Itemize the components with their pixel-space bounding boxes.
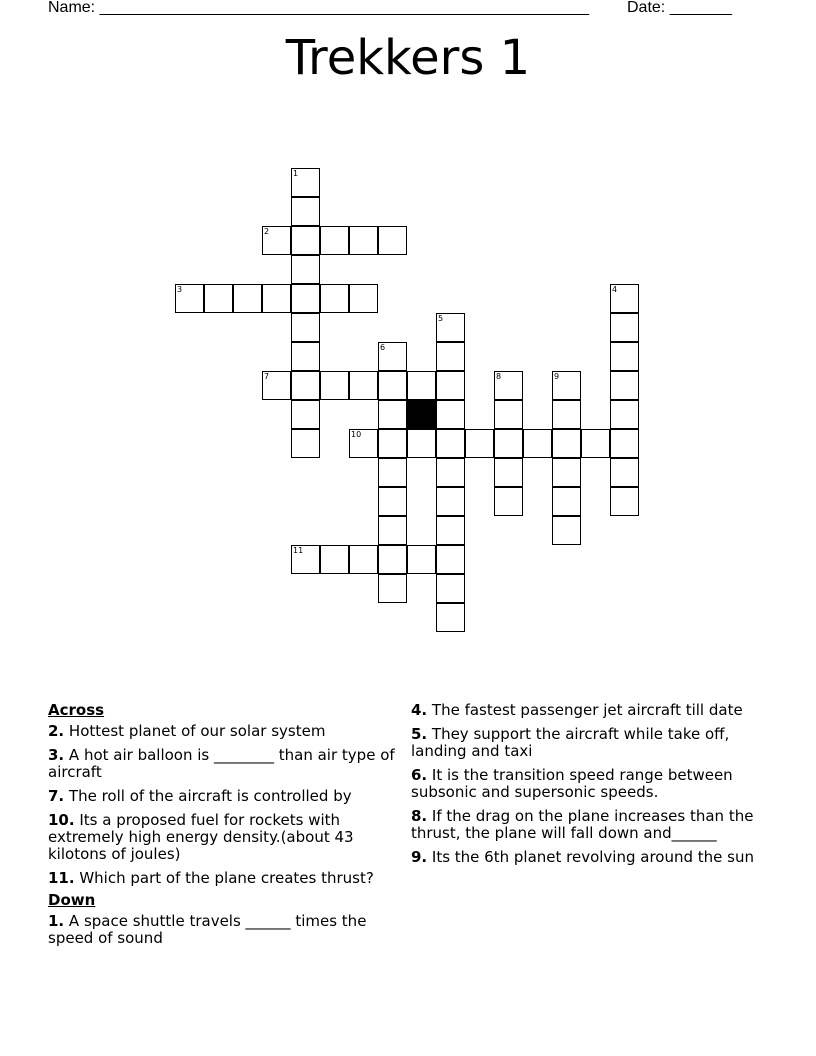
- grid-cell[interactable]: [349, 545, 378, 574]
- clue-number: 7: [264, 372, 270, 381]
- grid-cell[interactable]: [291, 545, 320, 574]
- grid-cell[interactable]: [175, 284, 204, 313]
- clue-number: 9: [554, 372, 560, 381]
- clue-item: [48, 812, 398, 863]
- grid-cell[interactable]: [436, 458, 465, 487]
- clue-number: 1: [293, 169, 299, 178]
- grid-cell[interactable]: [291, 313, 320, 342]
- grid-cell[interactable]: [378, 371, 407, 400]
- grid-cell[interactable]: [552, 458, 581, 487]
- grid-cell[interactable]: [407, 545, 436, 574]
- grid-cell[interactable]: [320, 226, 349, 255]
- page-title: Trekkers 1: [285, 30, 531, 86]
- grid-cell[interactable]: [552, 400, 581, 429]
- clue-item: [411, 767, 761, 801]
- grid-cell[interactable]: [291, 371, 320, 400]
- down-heading: Down: [48, 891, 96, 909]
- grid-cell[interactable]: [436, 371, 465, 400]
- grid-cell[interactable]: [407, 429, 436, 458]
- across-heading: Across: [48, 701, 105, 719]
- grid-cell[interactable]: [291, 400, 320, 429]
- grid-cell[interactable]: [436, 429, 465, 458]
- grid-cell[interactable]: [378, 487, 407, 516]
- grid-cell[interactable]: [610, 458, 639, 487]
- name-label-text: Name:: [48, 0, 96, 16]
- grid-cell[interactable]: [378, 516, 407, 545]
- grid-cell[interactable]: [349, 226, 378, 255]
- clue-item-number: 11.: [48, 869, 75, 887]
- grid-cell[interactable]: [494, 371, 523, 400]
- grid-cell[interactable]: [262, 371, 291, 400]
- grid-cell[interactable]: [436, 516, 465, 545]
- clue-item-number: 1.: [48, 912, 65, 930]
- clue-item-number: 4.: [411, 701, 428, 719]
- down-clue-list-left: [48, 913, 398, 947]
- clue-item-number: 3.: [48, 746, 65, 764]
- clue-item-text: The roll of the aircraft is controlled by: [64, 787, 352, 805]
- grid-cell[interactable]: [552, 371, 581, 400]
- clue-item-text: Its the 6th planet revolving around the sun: [427, 848, 754, 866]
- grid-cell[interactable]: [581, 429, 610, 458]
- clue-item-number: 10.: [48, 811, 75, 829]
- grid-cell[interactable]: [523, 429, 552, 458]
- clues-left-column: [48, 702, 398, 954]
- name-line[interactable]: _______________________________________________________: [99, 0, 589, 16]
- grid-cell[interactable]: [610, 342, 639, 371]
- grid-cell[interactable]: [436, 342, 465, 371]
- grid-cell[interactable]: [291, 226, 320, 255]
- grid-cell[interactable]: [436, 545, 465, 574]
- clue-number: 10: [351, 430, 362, 439]
- grid-cell[interactable]: [320, 545, 349, 574]
- clue-number: 4: [612, 285, 618, 294]
- across-clue-list: [48, 723, 398, 887]
- grid-cell[interactable]: [378, 226, 407, 255]
- clue-number: 8: [496, 372, 502, 381]
- grid-cell[interactable]: [233, 284, 262, 313]
- clue-number: 6: [380, 343, 386, 352]
- clue-item-text: The fastest passenger jet aircraft till date: [427, 701, 743, 719]
- grid-cell[interactable]: [378, 574, 407, 603]
- clue-item-number: 7.: [48, 787, 65, 805]
- clue-item-number: 6.: [411, 766, 428, 784]
- grid-cell[interactable]: [320, 371, 349, 400]
- clue-item-text: It is the transition speed range between subsonic and supersonic speeds.: [411, 766, 733, 801]
- clue-item-number: 9.: [411, 848, 428, 866]
- grid-cell[interactable]: [465, 429, 494, 458]
- grid-cell[interactable]: [610, 400, 639, 429]
- grid-cell[interactable]: [436, 574, 465, 603]
- grid-cell[interactable]: [262, 226, 291, 255]
- grid-cell[interactable]: [494, 400, 523, 429]
- grid-cell[interactable]: [378, 400, 407, 429]
- grid-cell[interactable]: [494, 487, 523, 516]
- grid-cell[interactable]: [494, 429, 523, 458]
- grid-cell[interactable]: [204, 284, 233, 313]
- grid-cell[interactable]: [378, 458, 407, 487]
- grid-cell[interactable]: [610, 284, 639, 313]
- black-square: [407, 400, 436, 429]
- grid-cell[interactable]: [436, 603, 465, 632]
- grid-cell[interactable]: [349, 429, 378, 458]
- grid-cell[interactable]: [610, 429, 639, 458]
- down-clue-list-right: [411, 702, 761, 866]
- grid-cell[interactable]: [436, 313, 465, 342]
- clue-item: [411, 702, 761, 719]
- clue-item: [411, 726, 761, 760]
- grid-cell[interactable]: [291, 429, 320, 458]
- grid-cell[interactable]: [291, 197, 320, 226]
- clue-item: [48, 723, 398, 740]
- clue-item: [48, 788, 398, 805]
- clue-item: [48, 870, 398, 887]
- grid-cell[interactable]: [436, 487, 465, 516]
- clue-item-number: 8.: [411, 807, 428, 825]
- clue-item: [411, 849, 761, 866]
- date-label-text: Date:: [627, 0, 666, 16]
- clue-number: 5: [438, 314, 444, 323]
- grid-cell[interactable]: [378, 545, 407, 574]
- grid-cell[interactable]: [378, 342, 407, 371]
- clue-item-number: 2.: [48, 722, 65, 740]
- grid-cell[interactable]: [291, 255, 320, 284]
- clue-item-text: Its a proposed fuel for rockets with extremely high energy density.(about 43 kilotons of joules): [48, 811, 354, 863]
- clue-item-text: A space shuttle travels ______ times the speed of sound: [48, 912, 367, 947]
- clue-number: 2: [264, 227, 270, 236]
- grid-cell[interactable]: [610, 371, 639, 400]
- clue-item-text: Which part of the plane creates thrust?: [74, 869, 374, 887]
- clue-item-number: 5.: [411, 725, 428, 743]
- grid-cell[interactable]: [262, 284, 291, 313]
- grid-cell[interactable]: [407, 371, 436, 400]
- clue-item-text: They support the aircraft while take off, landing and taxi: [411, 725, 730, 760]
- grid-cell[interactable]: [349, 284, 378, 313]
- grid-cell[interactable]: [610, 487, 639, 516]
- clue-item-text: If the drag on the plane increases than the thrust, the plane will fall down and______: [411, 807, 754, 842]
- grid-cell[interactable]: [291, 342, 320, 371]
- clue-item: [411, 808, 761, 842]
- grid-cell[interactable]: [494, 458, 523, 487]
- grid-cell[interactable]: [291, 284, 320, 313]
- clue-item: [48, 913, 398, 947]
- clue-item-text: A hot air balloon is ________ than air type of aircraft: [48, 746, 395, 781]
- grid-cell[interactable]: [552, 487, 581, 516]
- clue-item-text: Hottest planet of our solar system: [64, 722, 326, 740]
- date-line[interactable]: _______: [669, 0, 732, 16]
- grid-cell[interactable]: [291, 168, 320, 197]
- clues-right-column: [411, 702, 761, 873]
- clue-number: 11: [293, 546, 304, 555]
- grid-cell[interactable]: [552, 516, 581, 545]
- clue-number: 3: [177, 285, 183, 294]
- grid-cell[interactable]: [378, 429, 407, 458]
- grid-cell[interactable]: [320, 284, 349, 313]
- grid-cell[interactable]: [436, 400, 465, 429]
- grid-cell[interactable]: [349, 371, 378, 400]
- grid-cell[interactable]: [610, 313, 639, 342]
- clue-item: [48, 747, 398, 781]
- grid-cell[interactable]: [552, 429, 581, 458]
